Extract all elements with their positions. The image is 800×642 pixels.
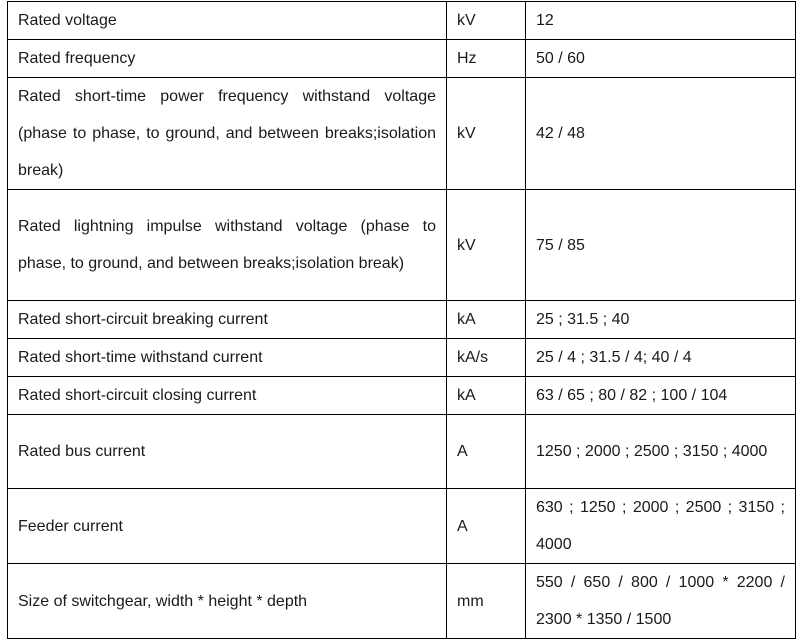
parameter-cell: Rated bus current	[8, 415, 447, 489]
unit-cell: kA	[447, 301, 526, 339]
table-row	[8, 377, 796, 415]
unit-cell: kV	[447, 78, 526, 190]
value-cell: 25 / 4 ; 31.5 / 4; 40 / 4	[526, 339, 796, 377]
table-row	[8, 78, 796, 190]
value-cell: 1250 ; 2000 ; 2500 ; 3150 ; 4000	[526, 415, 796, 489]
table-row	[8, 301, 796, 339]
value-cell: 25 ; 31.5 ; 40	[526, 301, 796, 339]
specifications-table	[7, 1, 796, 639]
unit-cell: kA	[447, 377, 526, 415]
value-cell: 550 / 650 / 800 / 1000 * 2200 / 2300 * 1350 / 1500	[526, 564, 796, 639]
value-cell: 42 / 48	[526, 78, 796, 190]
table-row	[8, 40, 796, 78]
parameter-cell: Rated lightning impulse withstand voltage (phase to phase, to ground, and between breaks;isolation break)	[8, 190, 447, 301]
unit-cell: kA/s	[447, 339, 526, 377]
parameter-cell: Rated frequency	[8, 40, 447, 78]
unit-cell: kV	[447, 190, 526, 301]
parameter-cell: Feeder current	[8, 489, 447, 564]
table-row	[8, 2, 796, 40]
unit-cell: Hz	[447, 40, 526, 78]
parameter-cell: Rated short-circuit breaking current	[8, 301, 447, 339]
table-row	[8, 339, 796, 377]
table-row	[8, 415, 796, 489]
parameter-cell: Rated short-circuit closing current	[8, 377, 447, 415]
value-cell: 50 / 60	[526, 40, 796, 78]
table-row	[8, 489, 796, 564]
parameter-cell: Rated short-time withstand current	[8, 339, 447, 377]
unit-cell: mm	[447, 564, 526, 639]
value-cell: 75 / 85	[526, 190, 796, 301]
value-cell: 630 ; 1250 ; 2000 ; 2500 ; 3150 ; 4000	[526, 489, 796, 564]
value-cell: 12	[526, 2, 796, 40]
unit-cell: kV	[447, 2, 526, 40]
value-cell: 63 / 65 ; 80 / 82 ; 100 / 104	[526, 377, 796, 415]
parameter-cell: Rated short-time power frequency withstand voltage (phase to phase, to ground, and between breaks;isolation break)	[8, 78, 447, 190]
parameter-cell: Rated voltage	[8, 2, 447, 40]
parameter-cell: Size of switchgear, width * height * depth	[8, 564, 447, 639]
table-row	[8, 190, 796, 301]
unit-cell: A	[447, 415, 526, 489]
unit-cell: A	[447, 489, 526, 564]
table-row	[8, 564, 796, 639]
